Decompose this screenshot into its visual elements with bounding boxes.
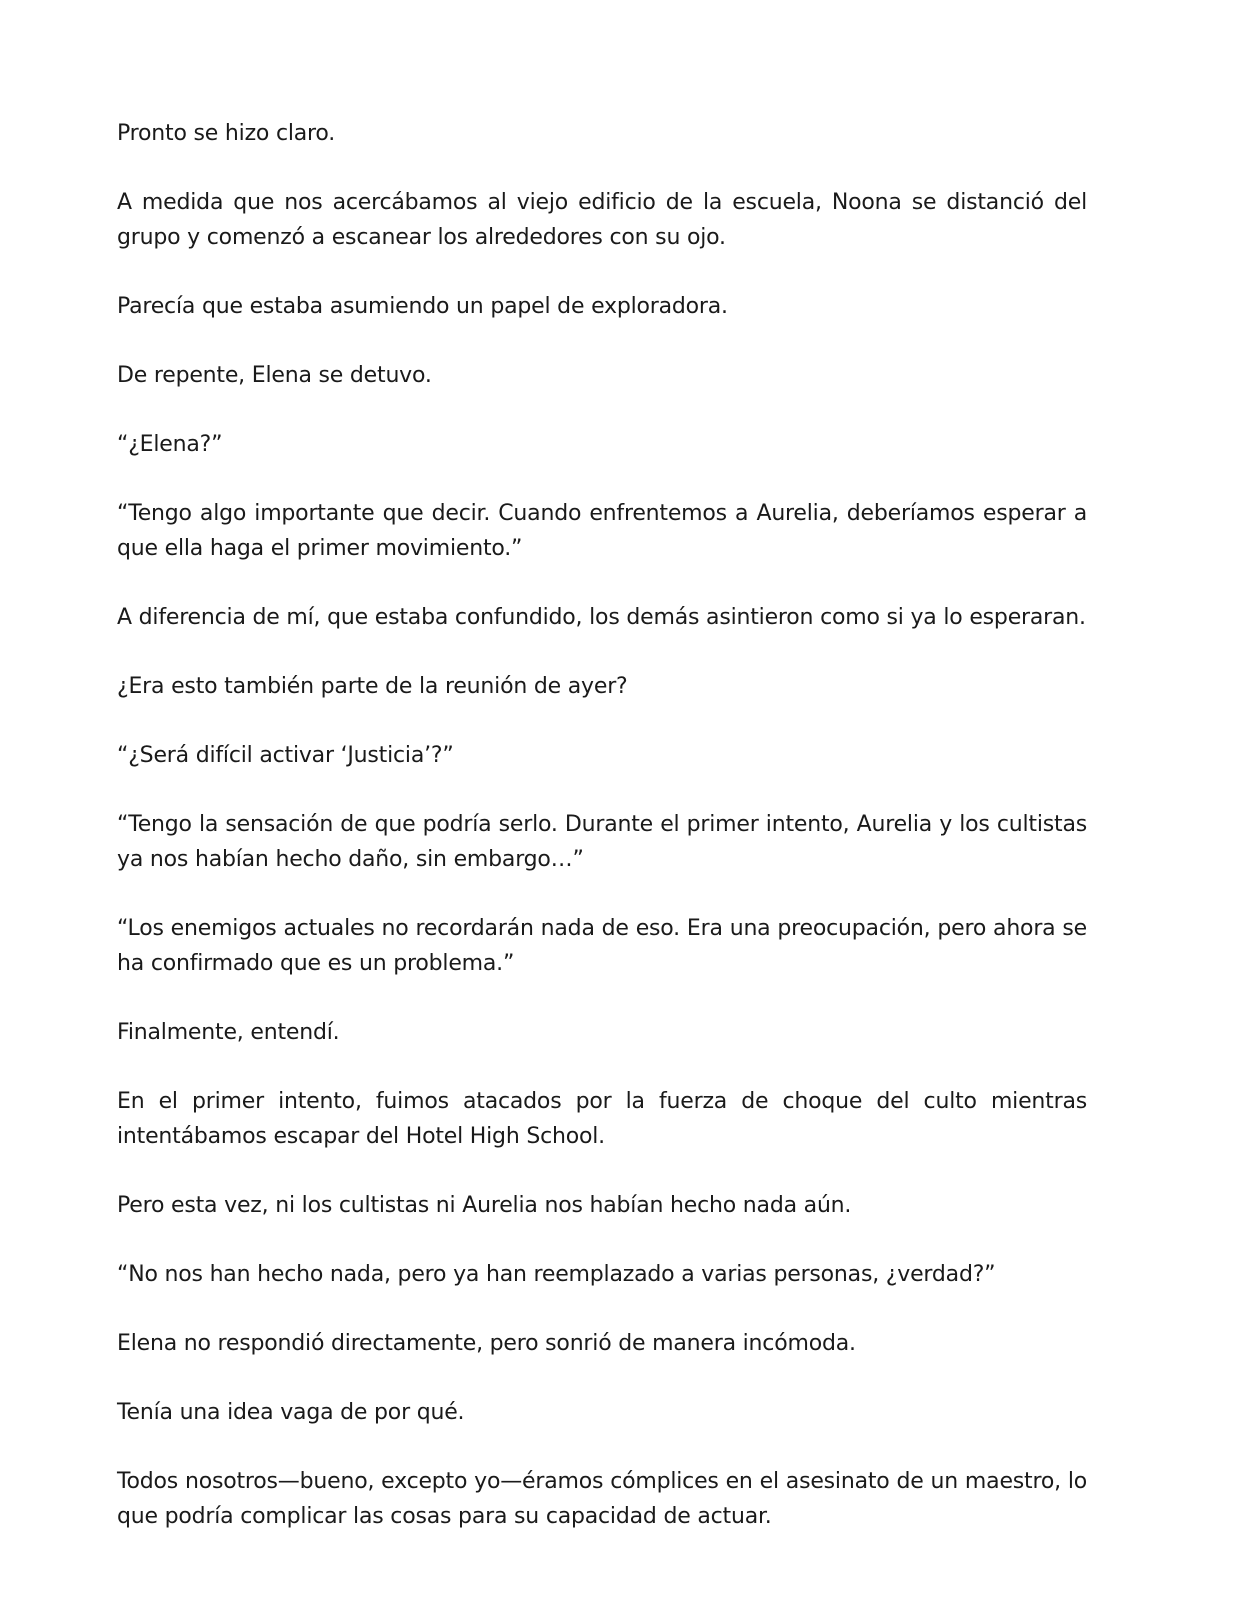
paragraph: “¿Elena?” xyxy=(117,432,223,457)
paragraph: En el primer intento, fuimos atacados por la fuerza de choque del culto mientras intentábamos escapar del Hotel High School. xyxy=(117,1089,1087,1149)
paragraph: Finalmente, entendí. xyxy=(117,1020,340,1045)
paragraph: Parecía que estaba asumiendo un papel de exploradora. xyxy=(117,294,728,319)
paragraph: “Tengo algo importante que decir. Cuando enfrentemos a Aurelia, deberíamos esperar a que ella haga el primer movimiento.” xyxy=(117,501,1087,561)
paragraph: “No nos han hecho nada, pero ya han reemplazado a varias personas, ¿verdad?” xyxy=(117,1262,996,1287)
paragraph: Todos nosotros—bueno, excepto yo—éramos cómplices en el asesinato de un maestro, lo que podría complicar las cosas para su capacidad de actuar. xyxy=(117,1469,1087,1529)
paragraph: “Los enemigos actuales no recordarán nada de eso. Era una preocupación, pero ahora se ha confirmado que es un problema.” xyxy=(117,916,1087,976)
paragraph: A diferencia de mí, que estaba confundido, los demás asintieron como si ya lo esperaran. xyxy=(117,605,1086,630)
paragraph: “¿Será difícil activar ‘Justicia’?” xyxy=(117,743,454,768)
paragraph: “Tengo la sensación de que podría serlo. Durante el primer intento, Aurelia y los cultistas ya nos habían hecho daño, sin embargo…” xyxy=(117,812,1087,872)
paragraph: A medida que nos acercábamos al viejo edificio de la escuela, Noona se distanció del grupo y comenzó a escanear los alrededores con su ojo. xyxy=(117,190,1087,250)
paragraph: Pero esta vez, ni los cultistas ni Aurelia nos habían hecho nada aún. xyxy=(117,1193,852,1218)
paragraph: Elena no respondió directamente, pero sonrió de manera incómoda. xyxy=(117,1331,856,1356)
paragraph: De repente, Elena se detuvo. xyxy=(117,363,432,388)
paragraph: Pronto se hizo claro. xyxy=(117,121,336,146)
paragraph: Tenía una idea vaga de por qué. xyxy=(117,1400,465,1425)
body-text xyxy=(117,116,1087,1534)
paragraph: ¿Era esto también parte de la reunión de ayer? xyxy=(117,674,628,699)
